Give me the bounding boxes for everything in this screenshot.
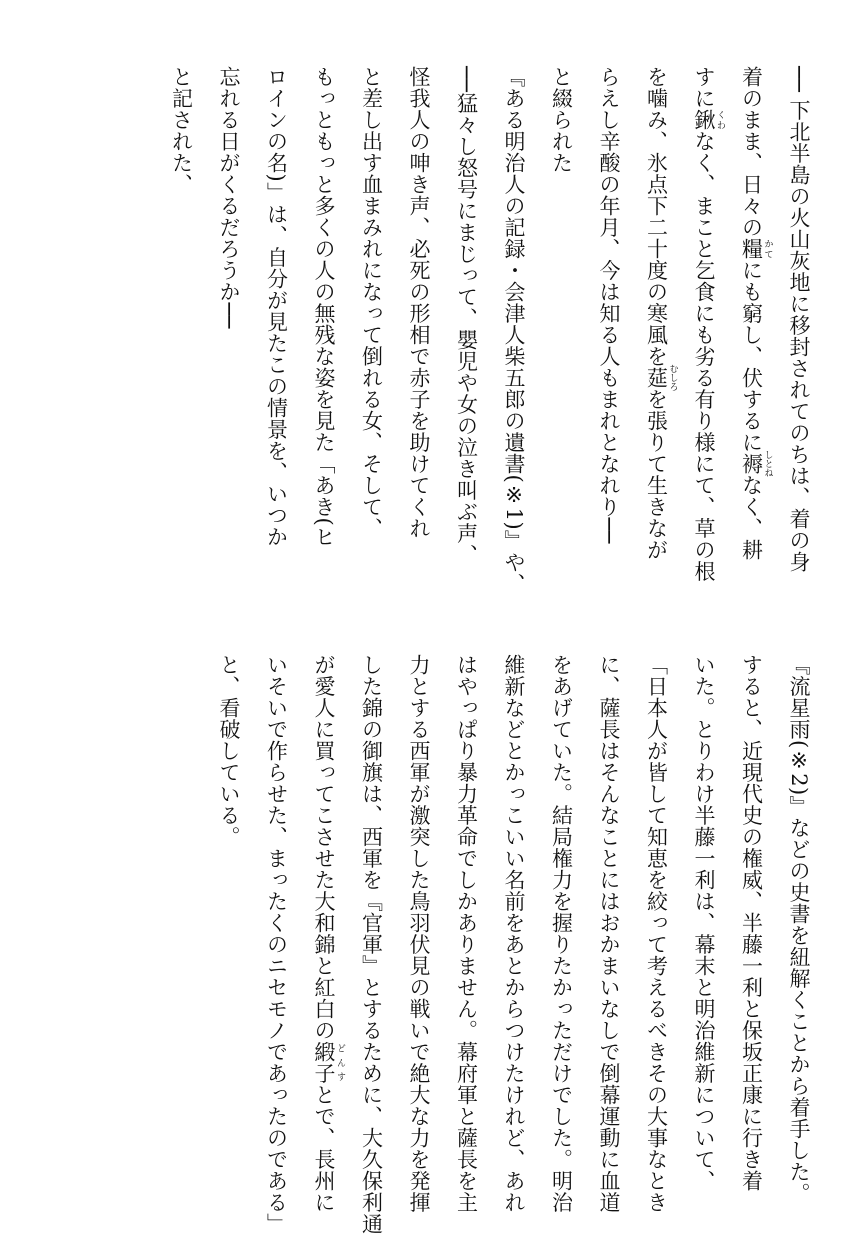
text-line: はやっぱり暴力革命でしかありません。幕府軍と薩長を主 [454,654,479,1213]
text-line: ── 下北半島の火山灰地に移封されてのちは、着の身 [787,66,811,573]
text-line: 忘れる日がくるだろうか── [217,66,241,329]
text-line: いそいで作らせた、まったくのニセモノであったのである」 [264,654,289,1235]
text-line: と差し出す血まみれになって倒れる女、そして、 [359,66,384,539]
text-line: を噛み、氷点下二十度の寒風を莚 むしろを張りて生きなが [644,66,678,561]
text-line: すると、近現代史の権威、半藤一利と保坂正康に行き着 [739,654,764,1192]
furigana-ruby: 糧 かて [739,238,773,260]
text-line: と、看破している。 [217,654,241,848]
text-line: と綴られた [549,66,574,174]
text-line: 力とする西軍が激突した鳥羽伏見の戦いで絶大な力を発揮 [407,654,431,1213]
furigana-ruby: 緞子 どんす [312,1041,345,1084]
text-line: した錦の御旗は、西軍を『官軍』とするために、大久保利通 [359,654,384,1235]
furigana-ruby: 褥 しとね [739,450,773,478]
text-line: 『ある明治人の記録・会津人柴五郎の遺書(※1)』や、 [502,66,526,595]
lower-text-block [205,654,823,1235]
furigana-ruby: 鍬 くわ [692,109,725,131]
text-line: に、薩長はそんなことにはおかまいなしで倒幕運動に血道 [597,654,621,1213]
text-line: ──猛々し怒号にまじって、嬰児や女の泣き叫ぶ声、 [454,66,479,566]
text-line: 『流星雨(※2)』などの史書を紐解くことから着手した。 [787,654,811,1205]
text-line: いた。とりわけ半藤一利は、幕末と明治維新について、 [692,654,716,1192]
furigana-ruby: 莚 むしろ [644,364,678,392]
text-line: もっともっと多くの人の無残な姿を見た「あき(ヒ [312,66,336,548]
text-line: 怪我人の呻き声、必死の形相で赤子を助けてくれ [407,66,431,539]
text-line: すに鍬 くわなく、まこと乞食にも劣る有り様にて、草の根 [692,66,725,582]
text-line: をあげていた。結局権力を握りたかっただけでした。明治 [549,654,574,1213]
text-line: ロインの名)」は、自分が見たこの情景を、いつか [264,66,289,548]
text-line: 「日本人が皆して知恵を絞って考えるべきその大事なとき [644,654,669,1213]
upper-text-block [157,66,822,606]
text-line: が愛人に買ってこさせた大和錦と紅白の緞子 どんすとで、長州に [312,654,345,1213]
text-line: らえし辛酸の年月、今は知る人もまれとなれり── [597,66,621,544]
text-line: 維新などとかっこいい名前をあとからつけたけれど、あれ [502,654,526,1213]
text-line: と記された、 [169,66,194,195]
text-line: 着のまま、日々の糧 かてにも窮し、伏するに褥 しとねなく、耕 [739,66,773,561]
